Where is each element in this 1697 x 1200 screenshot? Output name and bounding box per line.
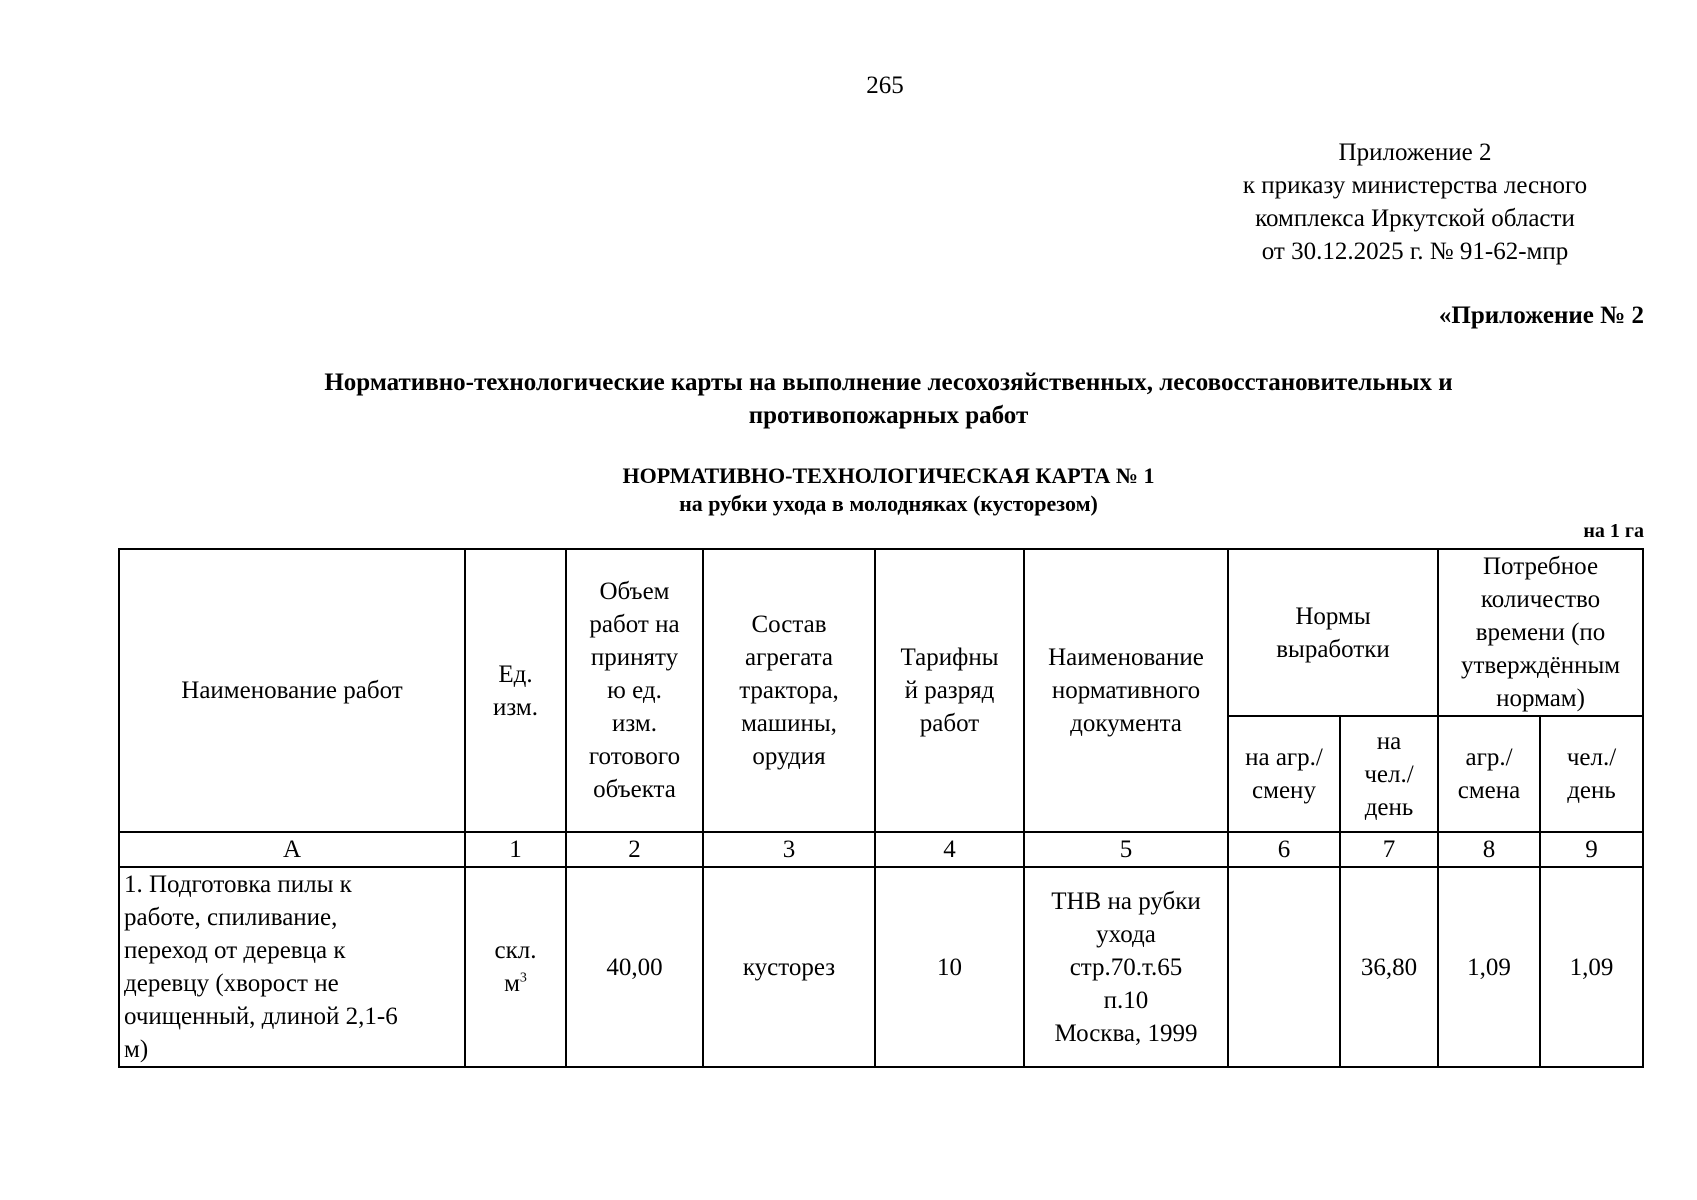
header-agr-shift-line: агр./ <box>1465 744 1513 771</box>
column-number-row <box>119 832 1643 867</box>
header-composition-line: трактора, <box>739 677 839 704</box>
cell-document-line: Москва, 1999 <box>1054 1019 1198 1047</box>
header-per-man <box>1340 716 1438 832</box>
header-composition <box>703 549 875 832</box>
appendix-reference <box>1180 136 1650 268</box>
cell-unit-base: м <box>504 970 520 997</box>
header-need-line: количество <box>1480 586 1601 613</box>
header-per-agr-line: на агр./ <box>1245 744 1323 771</box>
cell-document-line: стр.70.т.65 <box>1069 953 1183 981</box>
cell-unit-exponent: 3 <box>519 970 527 986</box>
header-volume-line: ю ед. <box>607 677 662 704</box>
cell-work-name-line: деревцу (хворост не <box>124 970 339 997</box>
cell-work-name-line: переход от деревца к <box>124 937 346 964</box>
appendix-line-4: от 30.12.2025 г. № 91-62-мпр <box>1261 238 1569 265</box>
cell-per-man: 36,80 <box>1340 867 1438 1067</box>
unit-note: на 1 га <box>1583 520 1644 542</box>
header-composition-line: Состав <box>751 611 827 638</box>
column-number: 2 <box>566 832 703 867</box>
cell-tariff: 10 <box>875 867 1024 1067</box>
header-document-line: Наименование <box>1048 644 1204 671</box>
cell-man-day: 1,09 <box>1540 867 1643 1067</box>
page-number: 265 <box>866 72 904 99</box>
header-per-agr-line: смену <box>1252 777 1316 804</box>
column-number: 7 <box>1340 832 1438 867</box>
cell-unit-line-2 <box>470 967 561 1000</box>
main-title-line-1: Нормативно-технологические карты на выполнение лесохозяйственных, лесовосстановительных и <box>324 369 1453 396</box>
main-title-line-2: противопожарных работ <box>748 402 1029 429</box>
header-document-line: нормативного <box>1051 677 1201 704</box>
header-document <box>1024 549 1228 832</box>
cell-unit-line-1: скл. <box>494 937 537 964</box>
column-number: 5 <box>1024 832 1228 867</box>
cell-volume: 40,00 <box>566 867 703 1067</box>
header-per-man-line: на <box>1376 727 1402 755</box>
column-number: 4 <box>875 832 1024 867</box>
header-tariff-line: й разряд <box>904 677 995 704</box>
card-subtitle: на рубки ухода в молодняках (кусторезом) <box>679 491 1098 516</box>
header-name: Наименование работ <box>119 549 465 832</box>
header-agr-shift-line: смена <box>1457 777 1521 804</box>
header-tariff-line: работ <box>919 710 980 737</box>
header-volume-line: Объем <box>599 578 670 605</box>
header-composition-line: орудия <box>752 743 826 770</box>
column-number: 6 <box>1228 832 1340 867</box>
cell-document-line: ТНВ на рубки <box>1051 887 1201 915</box>
header-norms-line: выработки <box>1276 635 1390 663</box>
appendix-line-1: Приложение 2 <box>1338 139 1492 166</box>
column-number: 9 <box>1540 832 1643 867</box>
cell-work-name-line: очищенный, длиной 2,1-6 <box>124 1003 398 1030</box>
main-title <box>120 366 1657 432</box>
cell-work-name-line: работе, спиливание, <box>124 904 338 931</box>
cell-per-agr <box>1228 867 1340 1067</box>
header-agr-shift <box>1438 716 1540 832</box>
header-volume-line: работ на <box>589 611 680 638</box>
table-row <box>119 867 1643 1067</box>
appendix-title: «Приложение № 2 <box>1438 302 1644 329</box>
header-norms-line: Нормы <box>1295 602 1371 630</box>
header-man-day-line: чел./ <box>1566 744 1617 771</box>
header-volume-line: изм. <box>612 710 657 737</box>
header-man-day-line: день <box>1567 777 1616 804</box>
header-volume-line: приняту <box>590 644 679 671</box>
norm-table <box>118 548 1644 1068</box>
header-per-agr <box>1228 716 1340 832</box>
cell-document <box>1024 867 1228 1067</box>
card-title: НОРМАТИВНО-ТЕХНОЛОГИЧЕСКАЯ КАРТА № 1 <box>622 463 1155 488</box>
cell-unit <box>465 867 566 1067</box>
cell-composition: кусторез <box>703 867 875 1067</box>
cell-work-name <box>119 867 465 1067</box>
header-unit <box>465 549 566 832</box>
header-volume <box>566 549 703 832</box>
cell-work-name-line: м) <box>124 1036 149 1063</box>
header-need-line: нормам) <box>1496 685 1585 712</box>
header-unit-line: изм. <box>493 693 538 721</box>
appendix-line-3: комплекса Иркутской области <box>1255 205 1575 232</box>
card-heading <box>120 462 1657 518</box>
cell-agr-shift: 1,09 <box>1438 867 1540 1067</box>
header-norms <box>1228 549 1438 716</box>
appendix-line-2: к приказу министерства лесного <box>1242 172 1588 199</box>
header-need <box>1438 549 1643 716</box>
header-row <box>119 549 1643 716</box>
column-number: А <box>119 832 465 867</box>
cell-document-line: ухода <box>1096 920 1156 948</box>
header-unit-line: Ед. <box>498 660 533 688</box>
header-volume-line: объекта <box>593 776 676 803</box>
header-tariff <box>875 549 1024 832</box>
header-tariff-line: Тарифны <box>900 644 999 671</box>
cell-work-name-line: 1. Подготовка пилы к <box>124 871 352 898</box>
header-composition-line: агрегата <box>745 644 833 671</box>
header-composition-line: машины, <box>741 710 837 737</box>
header-volume-line: готового <box>588 743 681 770</box>
header-man-day <box>1540 716 1643 832</box>
cell-document-line: п.10 <box>1103 986 1149 1014</box>
column-number: 3 <box>703 832 875 867</box>
header-per-man-line: чел./ <box>1364 760 1414 788</box>
column-number: 8 <box>1438 832 1540 867</box>
header-need-line: утверждённым <box>1460 652 1621 679</box>
header-need-line: Потребное <box>1482 553 1599 580</box>
header-document-line: документа <box>1070 710 1182 737</box>
header-need-line: времени (по <box>1475 619 1606 646</box>
header-per-man-line: день <box>1364 793 1414 821</box>
column-number: 1 <box>465 832 566 867</box>
